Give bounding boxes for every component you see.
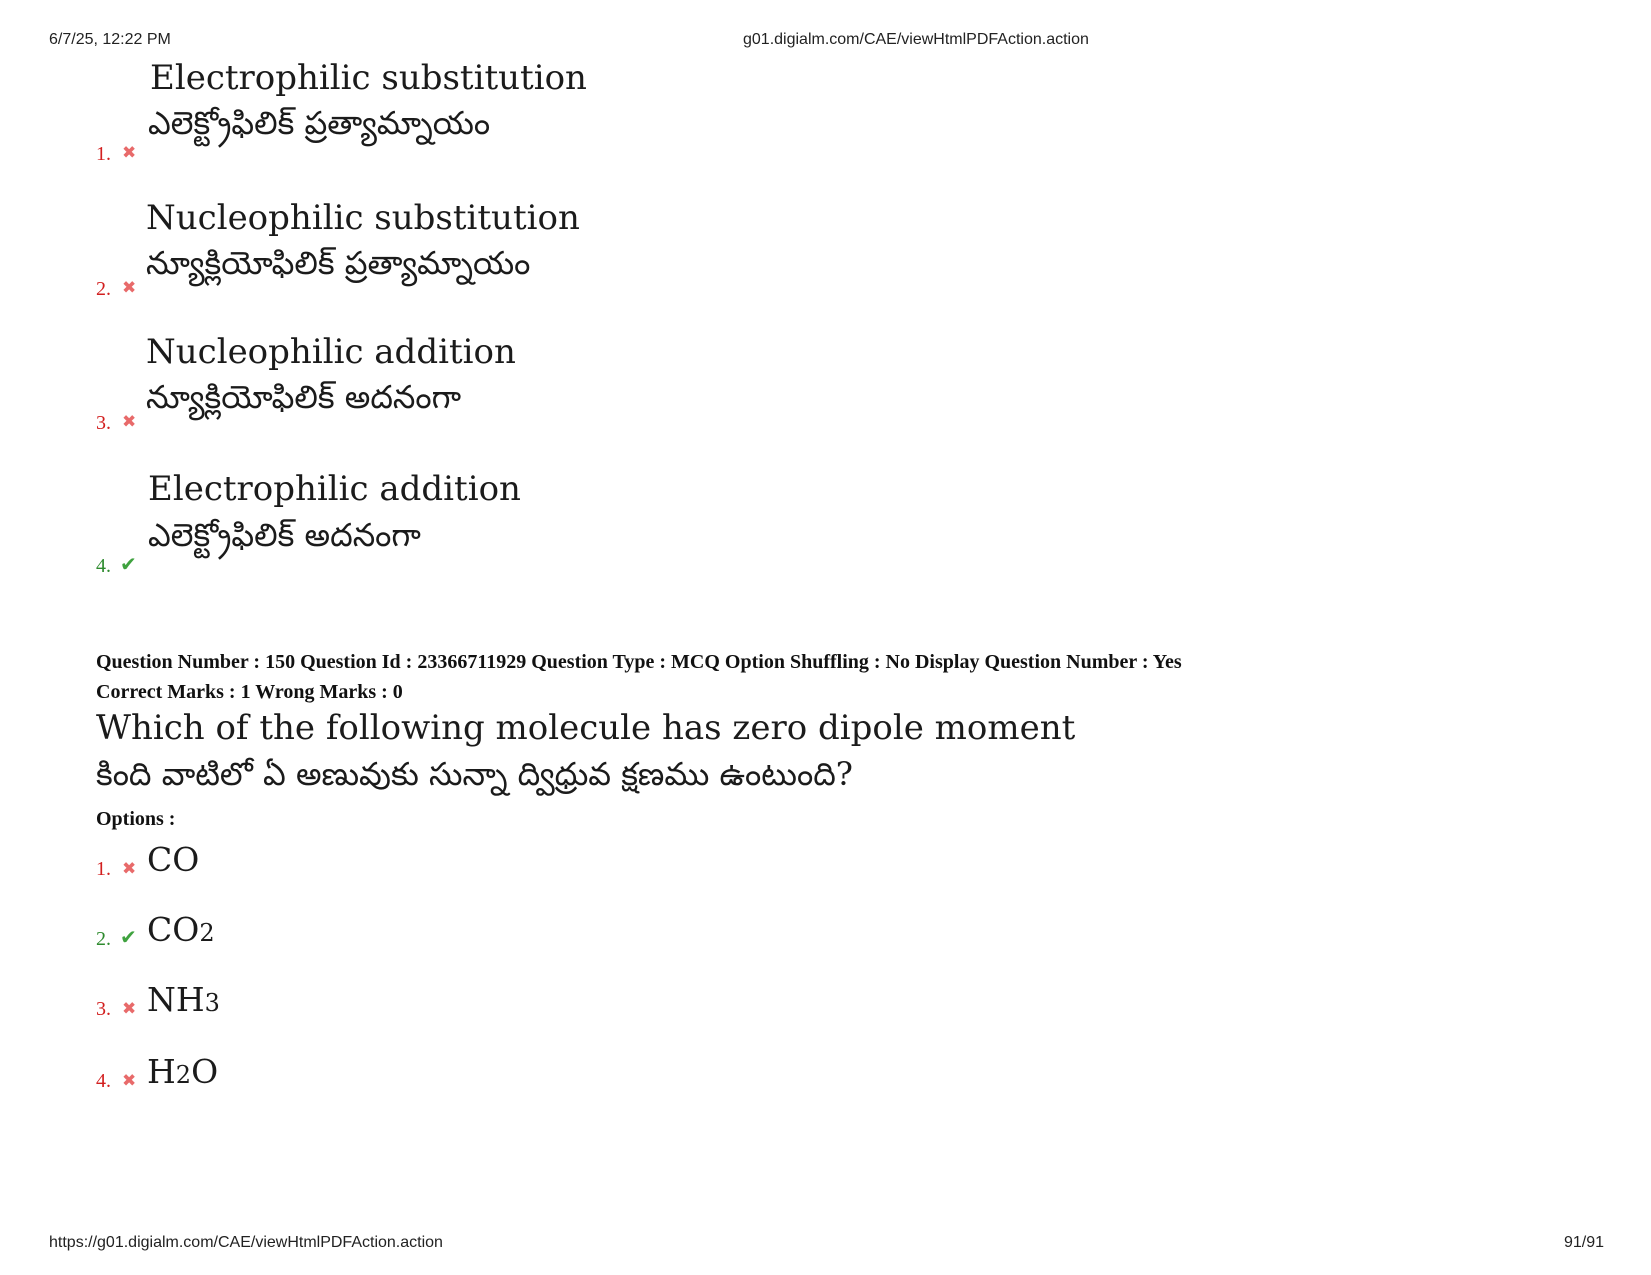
print-datetime: 6/7/25, 12:22 PM [49, 31, 171, 48]
question-meta-line2: Correct Marks : 1 Wrong Marks : 0 [96, 681, 403, 703]
print-header-url: g01.digialm.com/CAE/viewHtmlPDFAction.action [743, 31, 1089, 48]
option-number: 1. [96, 143, 111, 165]
cross-icon: ✖ [122, 412, 137, 431]
cross-icon: ✖ [122, 859, 137, 878]
option-text-en: Nucleophilic addition [146, 332, 516, 372]
option-number: 4. [96, 555, 111, 577]
option-text-en: Nucleophilic substitution [146, 198, 580, 238]
option-text-en: Electrophilic substitution [150, 58, 587, 98]
cross-icon: ✖ [122, 1071, 137, 1090]
cross-icon: ✖ [122, 278, 137, 297]
formula-base: CO [147, 910, 200, 949]
option-number: 2. [96, 278, 111, 300]
formula-base: CO [147, 840, 200, 879]
formula-base: H [147, 1052, 176, 1091]
cross-icon: ✖ [122, 999, 137, 1018]
option-formula [147, 1052, 218, 1091]
formula-subscript: 2 [175, 1061, 192, 1089]
option-formula [147, 910, 215, 949]
print-footer-url: https://g01.digialm.com/CAE/viewHtmlPDFAction.action [49, 1234, 443, 1251]
question-meta-line1: Question Number : 150 Question Id : 23366711929 Question Type : MCQ Option Shuffling : No Display Question Number : Yes [96, 651, 1182, 673]
option-text-te: న్యూక్లియోఫిలిక్ ప్రత్యామ్నాయం [146, 244, 531, 282]
option-number: 1. [96, 858, 111, 880]
option-text-te: ఎలెక్ట్రోఫిలిక్ ప్రత్యామ్నాయం [148, 104, 491, 142]
formula-base: NH [147, 980, 205, 1019]
option-number: 2. [96, 928, 111, 950]
check-icon: ✔ [120, 927, 137, 949]
question-text-en: Which of the following molecule has zero dipole moment [96, 708, 1076, 748]
option-number: 4. [96, 1070, 111, 1092]
question-text-te: కింది వాటిలో ఏ అణువుకు సున్నా ద్విధ్రువ క్షణము ఉంటుంది? [96, 755, 853, 793]
formula-subscript: 2 [199, 919, 215, 947]
option-formula [147, 980, 220, 1019]
formula-subscript: 3 [204, 989, 220, 1017]
option-number: 3. [96, 998, 111, 1020]
option-formula [147, 840, 199, 879]
option-text-te: న్యూక్లియోఫిలిక్ అదనంగా [146, 378, 462, 416]
option-number: 3. [96, 412, 111, 434]
formula-tail: O [191, 1052, 219, 1091]
option-text-te: ఎలెక్ట్రోఫిలిక్ అదనంగా [148, 516, 421, 554]
cross-icon: ✖ [122, 143, 137, 162]
check-icon: ✔ [120, 554, 137, 576]
option-text-en: Electrophilic addition [148, 469, 521, 509]
options-label: Options : [96, 808, 176, 830]
page-number: 91/91 [1564, 1234, 1605, 1251]
